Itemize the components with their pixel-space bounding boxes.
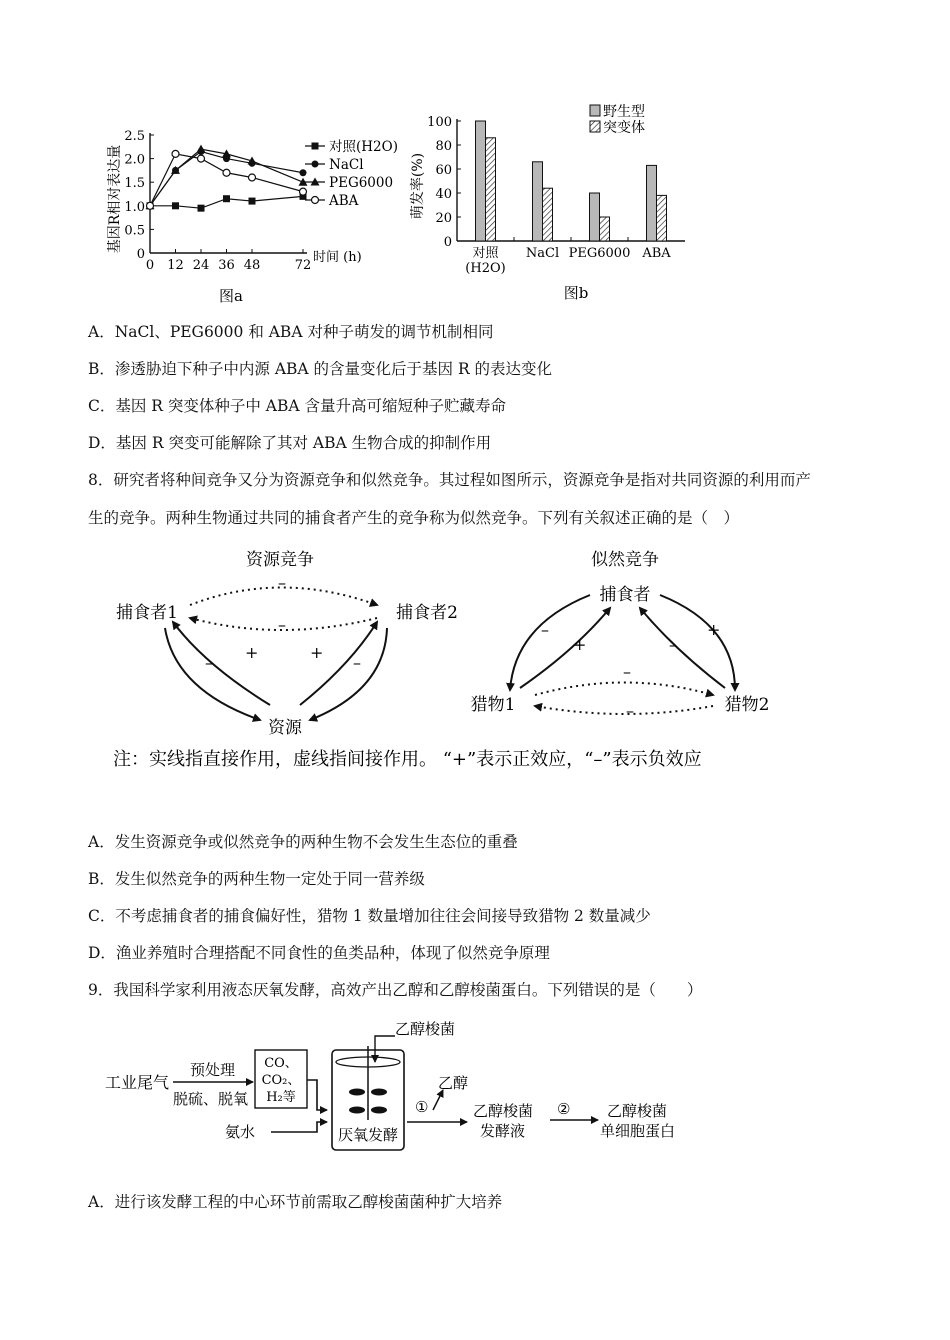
arrow-resource-to-predator1 [173, 622, 270, 705]
y-tick-label: 2.5 [124, 129, 145, 144]
data-point [172, 150, 179, 157]
bar [600, 217, 610, 241]
gas-co: CO、 [264, 1056, 298, 1071]
figure-a-line-chart [95, 100, 425, 310]
y-tick-label: 1.5 [124, 176, 145, 192]
bar [486, 138, 496, 241]
node-predator1: 捕食者1 [116, 603, 178, 623]
bar [657, 195, 667, 241]
flow-input-exhaust: 工业尾气 [105, 1073, 170, 1092]
data-point [249, 174, 256, 181]
x-tick-label: 0 [145, 258, 155, 273]
gas-co2: CO₂、 [261, 1073, 301, 1088]
flow-ethanol: 乙醇 [438, 1074, 469, 1092]
sign-plus-resource-p2: + [310, 643, 324, 662]
arrow-gas-to-tank [307, 1080, 327, 1110]
node-predator: 捕食者 [599, 585, 651, 605]
flow-tank-label: 厌氧发酵 [337, 1126, 399, 1144]
q8-option-a: A．发生资源竞争或似然竞争的两种生物不会发生生态位的重叠 [88, 833, 518, 851]
data-point [300, 169, 307, 176]
y-tick-label: 100 [427, 115, 452, 130]
node-prey2: 猎物2 [724, 695, 770, 715]
resource-competition-title: 资源竞争 [246, 550, 314, 570]
legend-swatch [590, 105, 600, 116]
q7-option-c: C．基因 R 突变体种子中 ABA 含量升高可缩短种子贮藏寿命 [88, 397, 507, 415]
sign-minus-p1-resource: – [205, 653, 213, 672]
legend-label: PEG6000 [329, 175, 394, 191]
flow-product-line1: 乙醇梭菌 [607, 1102, 668, 1120]
arrow-resource-to-predator2 [300, 622, 377, 705]
arrow-ethanol [433, 1090, 443, 1110]
bar [647, 165, 657, 241]
x-tick-label: 对照 [472, 246, 499, 261]
figure-b-bar-chart [400, 95, 700, 310]
diagram-note: 注：实线指直接作用，虚线指间接作用。 “+”表示正效应，“–”表示负效应 [113, 749, 702, 770]
data-point [198, 205, 205, 212]
x-tick-label: (H2O) [465, 261, 506, 276]
y-tick-label: 40 [435, 187, 452, 202]
legend-label: ABA [329, 193, 359, 209]
node-prey1: 猎物1 [470, 695, 516, 715]
figure-b-caption: 图b [563, 284, 589, 302]
data-point [300, 188, 307, 195]
arrow-prey1-to-predator [520, 608, 610, 688]
dashed-arrow-prey2-to-prey1 [535, 706, 713, 714]
data-point [223, 195, 230, 202]
bar [590, 193, 600, 241]
y-tick-label: 60 [435, 163, 452, 178]
y-tick-label: 1.0 [124, 199, 145, 215]
bar [543, 188, 553, 241]
competition-diagram [95, 540, 865, 780]
sign-minus-right-bottom: – [626, 701, 634, 720]
bar [533, 162, 543, 241]
data-point [197, 145, 206, 153]
x-tick-label: 36 [218, 258, 235, 273]
flow-broth-line2: 发酵液 [480, 1122, 526, 1140]
sign-plus-pred-prey2: + [707, 620, 721, 639]
bar [476, 121, 486, 241]
q9-stem: 9．我国科学家利用液态厌氧发酵，高效产出乙醇和乙醇梭菌蛋白。下列错误的是（ ） [88, 981, 703, 999]
figure-a-plot-area [106, 129, 398, 273]
data-point [223, 169, 230, 176]
dashed-arrow-prey1-to-prey2 [535, 683, 713, 696]
legend-label: NaCl [329, 157, 364, 173]
q8-option-b: B．发生似然竞争的两种生物一定处于同一营养级 [88, 870, 425, 888]
y-tick-label: 0.5 [124, 223, 145, 239]
figure-b-plot-area [409, 103, 685, 276]
legend-marker [312, 161, 319, 168]
gas-h2: H₂等 [266, 1090, 296, 1105]
x-axis-label: 时间 (h) [313, 250, 362, 265]
node-resource: 资源 [268, 718, 302, 738]
sign-minus-left-bottom: – [278, 615, 286, 634]
data-point [249, 198, 256, 205]
arrow-ammonia-to-tank [271, 1122, 327, 1132]
node-predator2: 捕食者2 [396, 603, 458, 623]
arrow-predator1-to-resource [165, 628, 260, 720]
q8-stem-line2: 生的竞争。两种生物通过共同的捕食者产生的竞争称为似然竞争。下列有关叙述正确的是（ ） [88, 509, 740, 527]
data-point [172, 202, 179, 209]
x-tick-label: 12 [167, 258, 184, 273]
flow-pretreatment: 预处理 [190, 1061, 236, 1079]
legend-label: 对照(H2O) [329, 139, 398, 155]
q7-option-d: D．基因 R 突变可能解除了其对 ABA 生物合成的抑制作用 [88, 434, 492, 452]
sign-minus-prey2-pred: – [669, 635, 677, 654]
y-tick-label: 0 [443, 235, 452, 250]
fermentation-flow-diagram [95, 1010, 715, 1160]
x-tick-label: 48 [243, 258, 261, 273]
flow-step2: ② [557, 1100, 571, 1118]
sign-plus-resource-p1: + [245, 643, 259, 662]
apparent-competition-title: 似然竞争 [591, 550, 659, 570]
flow-broth-line1: 乙醇梭菌 [473, 1102, 534, 1120]
legend-label: 突变体 [603, 120, 645, 136]
sign-minus-pred-prey1: – [541, 620, 549, 639]
y-axis-label: 基因R相对表达量 [107, 144, 123, 254]
sign-minus-left-top: – [278, 573, 286, 592]
flow-ammonia: 氨水 [225, 1123, 256, 1141]
x-tick-label: ABA [642, 246, 671, 261]
legend-swatch [590, 121, 600, 132]
figure-a-caption: 图a [219, 287, 243, 305]
y-tick-label: 80 [435, 139, 452, 154]
q7-option-b: B．渗透胁迫下种子中内源 ABA 的含量变化后于基因 R 的表达变化 [88, 360, 553, 378]
legend-marker [312, 197, 319, 204]
q8-stem-line1: 8．研究者将种间竞争又分为资源竞争和似然竞争。其过程如图所示，资源竞争是指对共同资源的利用而产 [88, 471, 811, 489]
x-tick-label: NaCl [525, 246, 560, 261]
flow-bacteria-label: 乙醇梭菌 [395, 1020, 456, 1038]
y-tick-label: 2.0 [124, 152, 145, 168]
flow-desulfurization: 脱硫、脱氧 [173, 1090, 249, 1108]
sign-minus-right-top: – [623, 662, 631, 681]
x-tick-label: 24 [192, 258, 210, 273]
y-tick-label: 0 [136, 247, 145, 262]
y-axis-label: 萌发率(%) [410, 152, 426, 220]
y-tick-label: 20 [435, 211, 452, 226]
data-point [198, 155, 205, 162]
flow-product-line2: 单细胞蛋白 [600, 1122, 676, 1140]
legend-marker [312, 143, 319, 150]
q8-option-c: C．不考虑捕食者的捕食偏好性，猎物 1 数量增加往往会间接导致猎物 2 数量减少 [88, 907, 651, 925]
q9-option-a: A．进行该发酵工程的中心环节前需取乙醇梭菌菌种扩大培养 [88, 1193, 503, 1211]
sign-plus-prey1-pred: + [573, 635, 587, 654]
legend-label: 野生型 [603, 104, 645, 120]
sign-minus-p2-resource: – [353, 653, 361, 672]
arrow-predator2-to-resource [310, 628, 387, 720]
flow-step1: ① [415, 1098, 429, 1116]
x-tick-label: 72 [294, 258, 312, 273]
q7-option-a: A．NaCl、PEG6000 和 ABA 对种子萌发的调节机制相同 [88, 323, 494, 341]
q8-option-d: D．渔业养殖时合理搭配不同食性的鱼类品种，体现了似然竞争原理 [88, 944, 550, 962]
x-tick-label: PEG6000 [568, 246, 631, 261]
data-point [147, 202, 154, 209]
